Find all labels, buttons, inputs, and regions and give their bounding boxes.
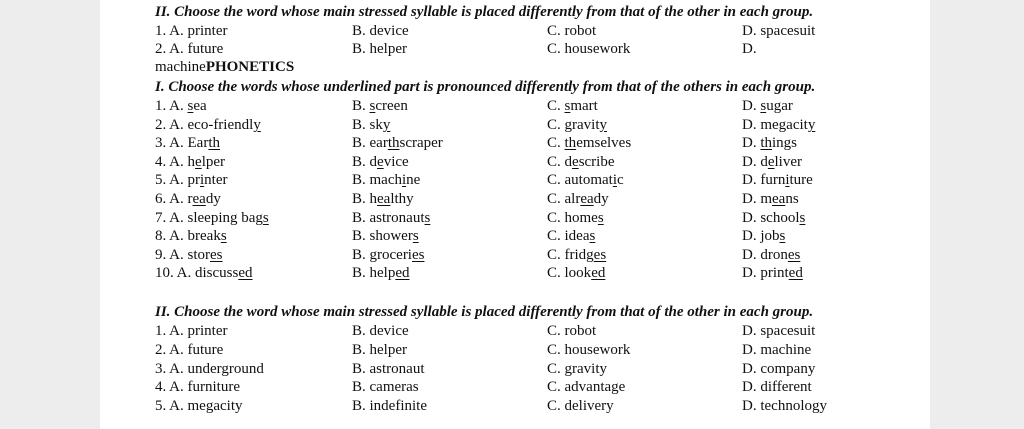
option-b: B. groceries xyxy=(352,246,425,263)
option-b: B. earthscraper xyxy=(352,135,443,152)
option-d: D. drones xyxy=(742,246,801,263)
option-b: B. device xyxy=(352,23,409,39)
option-d: D. spacesuit xyxy=(742,23,816,39)
option-c: C. ideas xyxy=(547,228,596,245)
underlined-part: ea xyxy=(192,191,206,207)
underlined-part: y xyxy=(599,116,607,133)
underlined-part: i xyxy=(785,172,790,189)
underlined-part: s xyxy=(597,209,604,226)
stress-row xyxy=(155,397,925,416)
option-c: C. homes xyxy=(547,209,604,226)
option-a: 8. A. breaks xyxy=(155,228,227,245)
section-two-heading: II. Choose the word whose main stressed syllable is placed differently from that of the other in each group. xyxy=(155,304,814,320)
underlined-part: es xyxy=(411,246,425,263)
underlined-part: s xyxy=(760,98,767,114)
underlined-part: s xyxy=(187,98,194,114)
option-a: 6. A. ready xyxy=(155,191,221,207)
option-c: C. housework xyxy=(547,41,631,57)
option-c: C. robot xyxy=(547,23,597,39)
underlined-part: i xyxy=(200,172,205,189)
underlined-part: es xyxy=(210,246,223,263)
option-d: D. spacesuit xyxy=(742,323,816,339)
underlined-part: e xyxy=(377,153,384,170)
question-row xyxy=(155,134,925,153)
option-a: 1. A. printer xyxy=(155,323,228,339)
option-c: C. robot xyxy=(547,323,597,339)
option-b: B. sky xyxy=(352,116,391,133)
section-one-heading: I. Choose the words whose underlined part is pronounced differently from that of the others in each group. xyxy=(155,79,816,95)
option-d: D. deliver xyxy=(742,153,803,170)
option-c: C. gravity xyxy=(547,360,607,377)
underlined-part: s xyxy=(424,209,431,226)
question-row xyxy=(155,153,925,172)
underlined-part: i xyxy=(612,172,617,189)
option-a: 2. A. future xyxy=(155,341,224,358)
underlined-part: y xyxy=(807,116,816,133)
underlined-part: th xyxy=(760,135,773,152)
underlined-part: e xyxy=(767,153,775,170)
top-section-heading: II. Choose the word whose main stressed syllable is placed differently from that of the other in each group. xyxy=(155,4,814,20)
option-a: 2. A. eco-friendly xyxy=(155,116,261,133)
option-a: 7. A. sleeping bags xyxy=(155,209,269,226)
fragment-machine: machine xyxy=(155,59,206,75)
question-row xyxy=(155,116,925,135)
worksheet-page xyxy=(100,0,930,429)
option-d: D. machine xyxy=(742,341,812,358)
top-row-2 xyxy=(155,40,925,59)
option-c: C. housework xyxy=(547,341,631,358)
underlined-part: th xyxy=(564,135,577,152)
question-row xyxy=(155,209,925,228)
option-a: 5. A. megacity xyxy=(155,398,243,415)
underlined-part: s xyxy=(369,98,376,114)
option-b: B. machine xyxy=(352,172,421,189)
option-c: C. advantage xyxy=(547,379,626,396)
option-d: D. xyxy=(742,41,757,57)
option-a: 9. A. stores xyxy=(155,246,223,263)
underlined-part: i xyxy=(402,172,407,189)
option-b: B. helped xyxy=(352,265,410,282)
question-row xyxy=(155,190,925,209)
option-b: B. helper xyxy=(352,341,407,358)
option-c: C. themselves xyxy=(547,135,632,152)
question-row xyxy=(155,246,925,265)
stress-row xyxy=(155,341,925,360)
option-b: B. device xyxy=(352,153,409,170)
option-b: B. indefinite xyxy=(352,398,427,415)
underlined-part: ea xyxy=(377,191,391,207)
underlined-part: e xyxy=(195,153,202,170)
option-c: C. describe xyxy=(547,153,615,170)
option-d: D. furniture xyxy=(742,172,813,189)
option-b: B. cameras xyxy=(352,379,419,396)
question-row xyxy=(155,171,925,190)
question-row xyxy=(155,227,925,246)
option-b: B. astronaut xyxy=(352,360,425,377)
underlined-part: ed xyxy=(788,265,803,282)
option-b: B. healthy xyxy=(352,191,414,207)
top-row-1 xyxy=(155,22,925,41)
underlined-part: s xyxy=(412,228,419,245)
underlined-part: es xyxy=(593,246,607,263)
question-row xyxy=(155,97,925,116)
stress-row xyxy=(155,322,925,341)
underlined-part: th xyxy=(208,135,220,152)
section-title-line xyxy=(155,58,925,77)
stress-row xyxy=(155,360,925,379)
option-d: D. sugar xyxy=(742,98,793,114)
option-b: B. device xyxy=(352,323,409,339)
underlined-part: e xyxy=(572,153,579,170)
option-d: D. things xyxy=(742,135,798,152)
option-d: D. megacity xyxy=(742,116,816,133)
option-d: D. company xyxy=(742,360,816,377)
option-c: C. automatic xyxy=(547,172,624,189)
option-d: D. different xyxy=(742,379,812,396)
option-a: 5. A. printer xyxy=(155,172,228,189)
option-c: C. smart xyxy=(547,98,598,114)
option-c: C. fridges xyxy=(547,246,607,263)
underlined-part: ea xyxy=(580,191,594,207)
underlined-part: s xyxy=(799,209,806,226)
underlined-part: s xyxy=(262,209,269,226)
option-a: 1. A. printer xyxy=(155,23,228,39)
option-d: D. schools xyxy=(742,209,806,226)
option-a: 1. A. sea xyxy=(155,98,207,114)
option-a: 10. A. discussed xyxy=(155,265,253,282)
question-row xyxy=(155,264,925,283)
option-b: B. helper xyxy=(352,41,407,57)
underlined-part: s xyxy=(220,228,227,245)
underlined-part: th xyxy=(387,135,400,152)
option-c: C. looked xyxy=(547,265,606,282)
underlined-part: ed xyxy=(591,265,606,282)
option-d: D. technology xyxy=(742,398,827,415)
option-b: B. showers xyxy=(352,228,419,245)
underlined-part: s xyxy=(589,228,596,245)
underlined-part: y xyxy=(382,116,391,133)
underlined-part: ed xyxy=(395,265,410,282)
phonetics-title: PHONETICS xyxy=(205,59,295,75)
option-b: B. astronauts xyxy=(352,209,431,226)
underlined-part: ed xyxy=(238,265,253,282)
option-a: 3. A. underground xyxy=(155,360,264,377)
underlined-part: ea xyxy=(772,191,786,207)
underlined-part: y xyxy=(253,116,261,133)
option-d: D. printed xyxy=(742,265,803,282)
option-b: B. screen xyxy=(352,98,408,114)
underlined-part: s xyxy=(564,98,571,114)
option-a: 3. A. Earth xyxy=(155,135,220,152)
option-c: C. gravity xyxy=(547,116,607,133)
option-c: C. already xyxy=(547,191,609,207)
option-d: D. jobs xyxy=(742,228,786,245)
underlined-part: es xyxy=(787,246,801,263)
option-a: 2. A. future xyxy=(155,41,224,57)
option-a: 4. A. helper xyxy=(155,153,226,170)
stress-row xyxy=(155,378,925,397)
option-d: D. means xyxy=(742,191,799,207)
option-c: C. delivery xyxy=(547,398,614,415)
underlined-part: s xyxy=(779,228,786,245)
option-a: 4. A. furniture xyxy=(155,379,240,396)
